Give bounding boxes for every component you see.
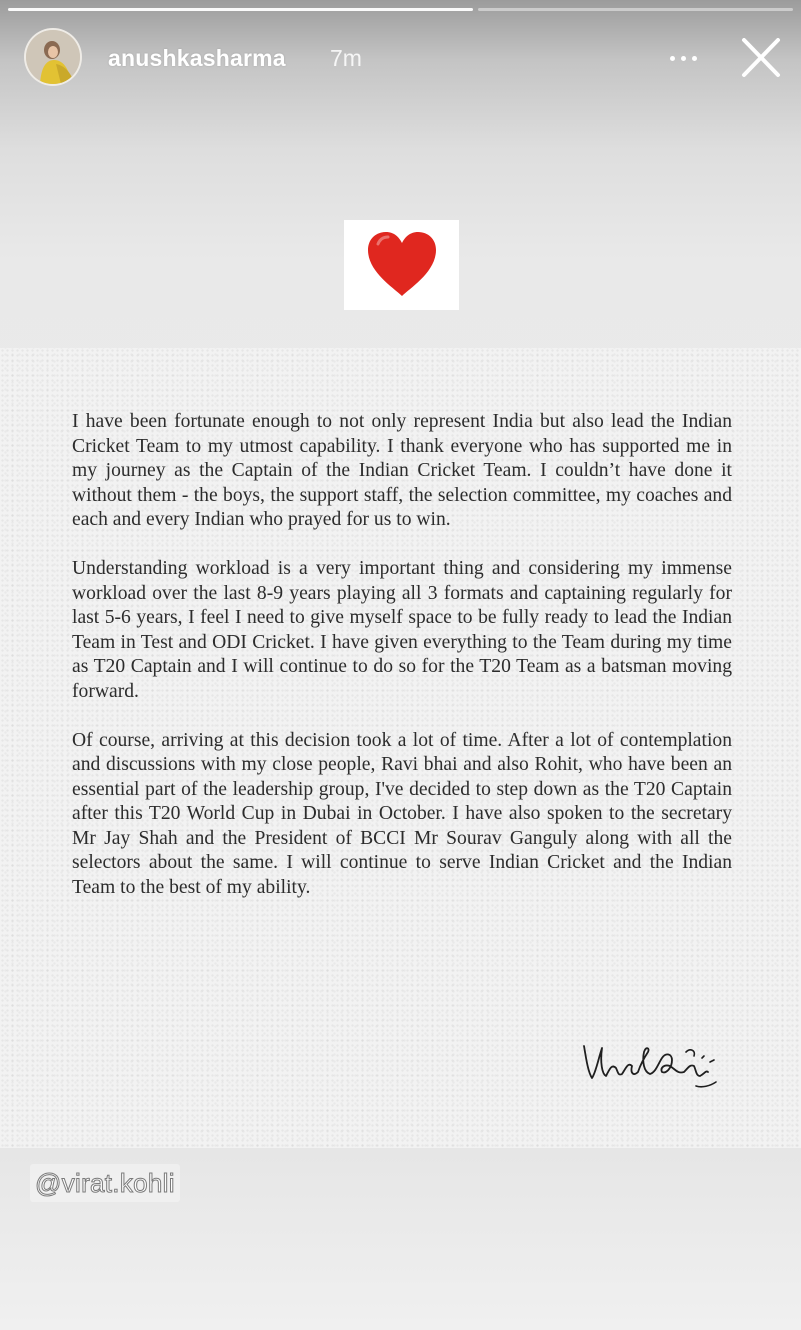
handwritten-signature-icon [578, 1028, 728, 1098]
letter-body [72, 410, 732, 925]
heart-sticker [344, 220, 459, 310]
letter-card [0, 348, 801, 1148]
avatar-photo-icon [26, 30, 82, 86]
letter-paragraph-3: Of course, arriving at this decision took a lot of time. After a lot of contemplation and discussions with my close people, Ravi bhai and also Rohit, who have been an essential part of the leadership group, I've decided to step down as the T20 Captain after this T20 World Cup in Dubai in October. I have also spoken to the secretary Mr Jay Shah and the President of BCCI Mr Sourav Ganguly along with all the selectors about the same. I will continue to serve Indian Cricket and the Indian Team to the best of my ability. [72, 729, 732, 898]
more-options-button[interactable] [662, 40, 706, 76]
letter-paragraph-2: Understanding workload is a very important thing and considering my immense workload over the last 8-9 years playing all 3 formats and captaining regularly for last 5-6 years, I feel I need to give myself space to be fully ready to lead the Indian Team in Test and ODI Cricket. I have given everything to the Team during my time as T20 Captain and I will continue to do so for the T20 Team as a batsman moving forward. [72, 558, 732, 702]
red-heart-icon [366, 230, 438, 298]
close-button[interactable] [738, 38, 784, 78]
close-x-icon [738, 38, 784, 78]
mention-tag[interactable]: @virat.kohli [30, 1164, 180, 1202]
letter-paragraph-1: I have been fortunate enough to not only represent India but also lead the Indian Cricket Team to my utmost capability. I thank everyone who has supported me in my journey as the Captain of the Indian Cricket Team. I couldn’t have done it without them - the boys, the support staff, the selection committee, my coaches and each and every Indian who prayed for us to win. [72, 411, 732, 530]
story-header [0, 26, 801, 90]
story-progress-segment-2 [478, 8, 793, 11]
story-progress-segment-1 [8, 8, 473, 11]
avatar[interactable] [24, 28, 82, 86]
story-timestamp: 7m [330, 45, 362, 71]
story-username[interactable]: anushkasharma [108, 45, 286, 71]
